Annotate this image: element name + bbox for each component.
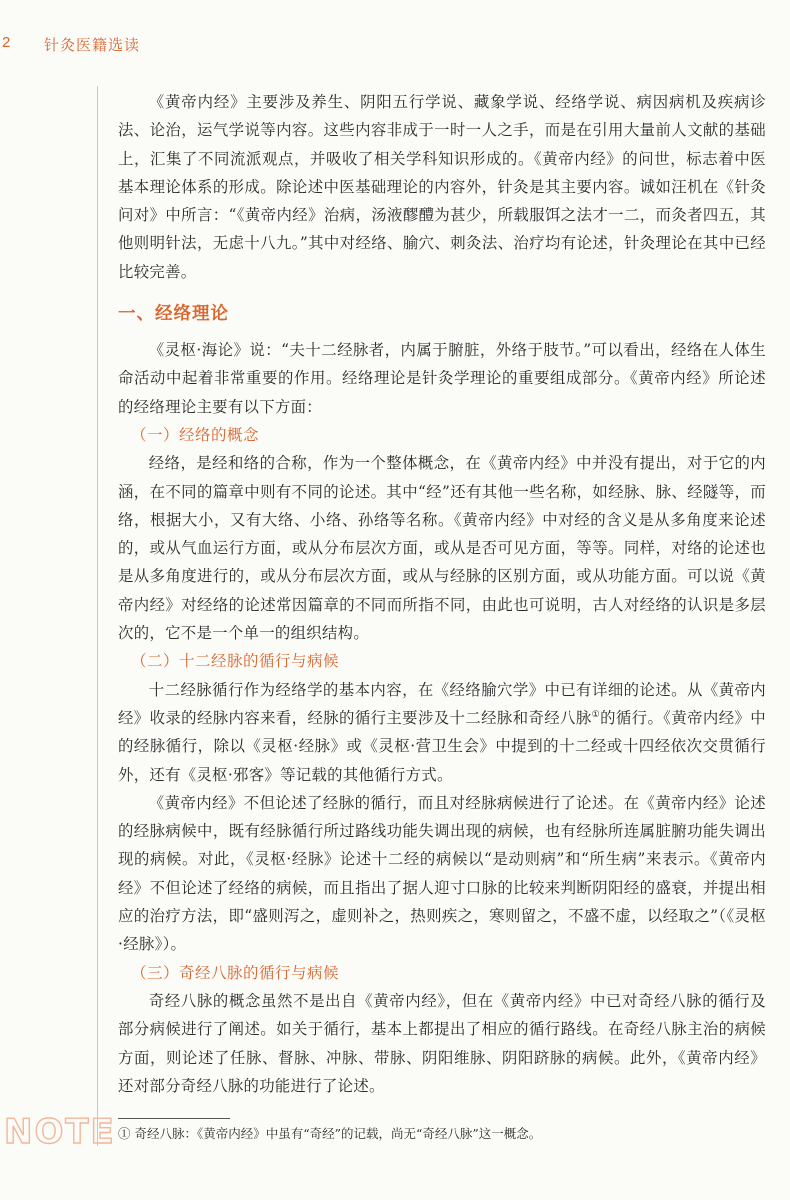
subsection-heading-3: （三）奇经八脉的循行与病候	[131, 963, 340, 982]
subsection-heading-1: （一）经络的概念	[131, 425, 260, 444]
running-head: 针灸医籍选读	[44, 36, 141, 54]
subsection-2-paragraph-1	[118, 676, 766, 789]
text-run: 的循行。《黄帝内经》中的经脉循行，除以《灵枢·经脉》或《灵枢·营卫生会》中提到的十二经或十四经依次交贯循行外，还有《灵枢·邪客》等记载的其他循行方式。	[118, 708, 766, 784]
note-margin-mark: NOTE	[4, 1112, 116, 1152]
footnote-reference[interactable]: ①	[591, 709, 601, 720]
subsection-3-paragraph: 奇经八脉的概念虽然不是出自《黄帝内经》，但在《黄帝内经》中已对奇经八脉的循行及部分病候进行了阐述。如关于循行，基本上都提出了相应的循行路线。在奇经八脉主治的病候方面，则论述了任脉、督脉、冲脉、带脉、阴阳维脉、阴阳跻脉的病候。此外，《黄帝内经》还对部分奇经八脉的功能进行了论述。	[118, 991, 766, 1095]
intro-paragraph: 《黄帝内经》主要涉及养生、阴阳五行学说、藏象学说、经络学说、病因病机及疾病诊法、论治，运气学说等内容。这些内容非成于一时一人之手，而是在引用大量前人文献的基础上，汇集了不同流派观点，并吸收了相关学科知识形成的。《黄帝内经》的问世，标志着中医基本理论体系的形成。除论述中医基础理论的内容外，针灸是其主要内容。诚如汪机在《针灸问对》中所言：“《黄帝内经》治病，汤液醪醴为甚少，所载服饵之法才一二，而灸者四五，其他则明针法，无虑十八九。”其中对经络、腧穴、刺灸法、治疗均有论述，针灸理论在其中已经比较完善。	[118, 93, 766, 281]
footnote-rule	[118, 1118, 230, 1119]
footnote: ① 奇经八脉：《黄帝内经》中虽有“奇经”的记载，尚无“奇经八脉”这一概念。	[118, 1126, 542, 1141]
section-heading: 一、经络理论	[118, 304, 229, 325]
margin-rule	[97, 86, 98, 1146]
subsection-heading-2: （二）十二经脉的循行与病候	[131, 652, 340, 671]
subsection-2-paragraph-2: 《黄帝内经》不但论述了经脉的循行，而且对经脉病候进行了论述。在《黄帝内经》论述的经脉病候中，既有经脉循行所过路线功能失调出现的病候，也有经脉所连属脏腑功能失调出现的病候。对此，《灵枢·经脉》论述十二经的病候以“是动则病”和“所生病”来表示。《黄帝内经》不但论述了经络的病候，而且指出了据人迎寸口脉的比较来判断阴阳经的盛衰，并提出相应的治疗方法，即“盛则泻之，虚则补之，热则疾之，寒则留之，不盛不虚，以经取之”（《灵枢·经脉》）。	[118, 793, 766, 954]
page-number: 2	[2, 34, 11, 51]
text-run: 十二经脉循行作为经络学的基本内容，在《经络腧穴学》中已有详细的论述。从《黄帝内经》收录的经脉内容来看，经脉的循行主要涉及十二经脉和奇经八脉	[118, 680, 766, 727]
main-text	[118, 88, 766, 1100]
section-intro-paragraph: 《灵枢·海论》说：“夫十二经脉者，内属于腑脏，外络于肢节。”可以看出，经络在人体生命活动中起着非常重要的作用。经络理论是针灸学理论的重要组成部分。《黄帝内经》所论述的经络理论主要有以下方面：	[118, 341, 766, 416]
subsection-1-paragraph: 经络，是经和络的合称，作为一个整体概念，在《黄帝内经》中并没有提出，对于它的内涵，在不同的篇章中则有不同的论述。其中“经”还有其他一些名称，如经脉、脉、经隧等，而络，根据大小，又有大络、小络、孙络等名称。《黄帝内经》中对经的含义是从多角度来论述的，或从气血运行方面，或从分布层次方面，或从是否可见方面，等等。同样，对络的论述也是从多角度进行的，或从分布层次方面，或从与经脉的区别方面，或从功能方面。可以说《黄帝内经》对经络的论述常因篇章的不同而所指不同，由此也可说明，古人对经络的认识是多层次的，它不是一个单一的组织结构。	[118, 454, 766, 643]
